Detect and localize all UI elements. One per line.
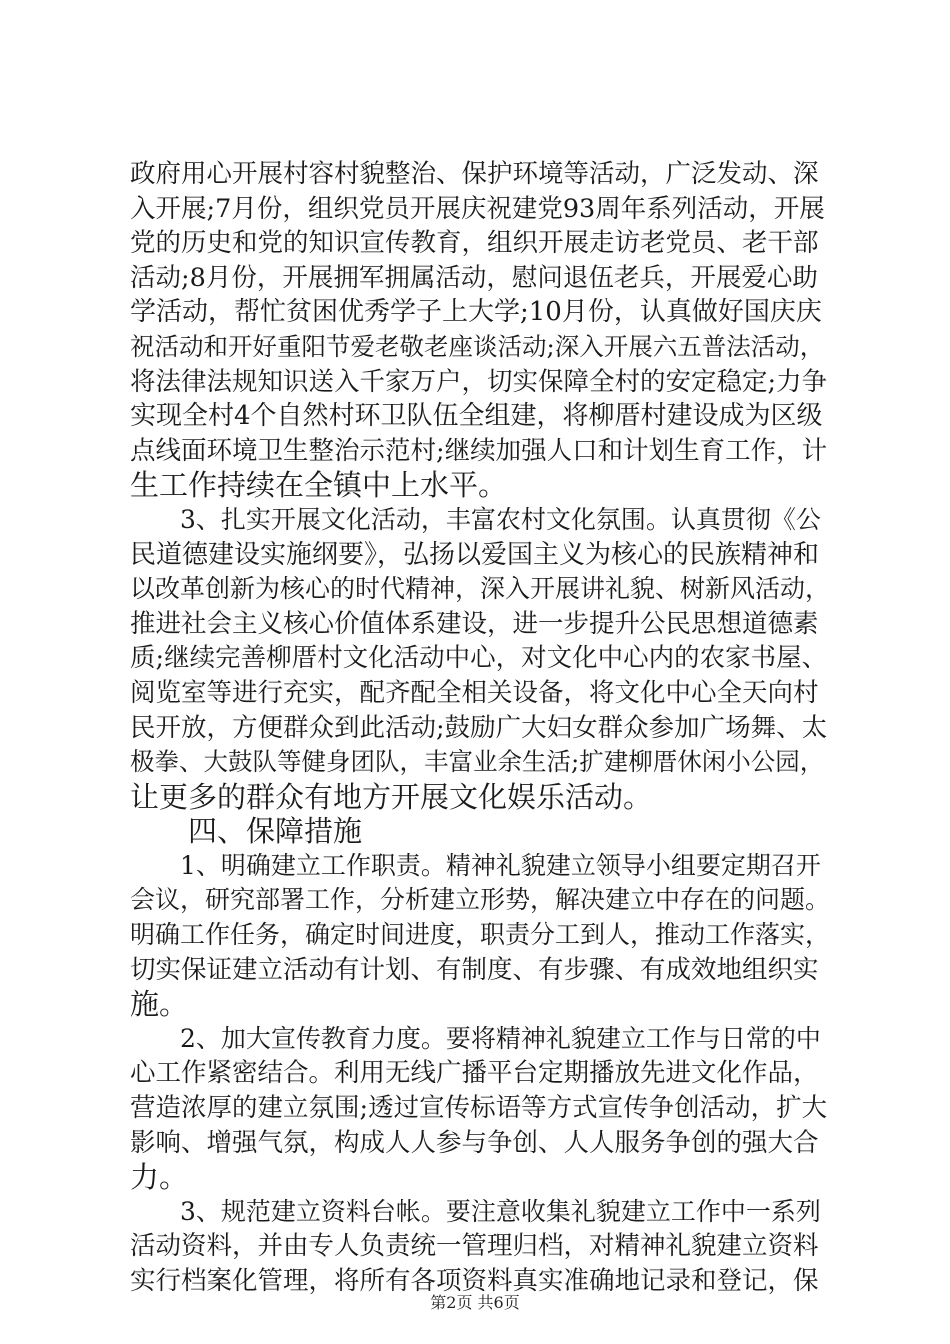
text-line: 将法律法规知识送入千家万户，切实保障全村的安定稳定;力争 xyxy=(130,366,828,397)
text-line: 祝活动和开好重阳节爱老敬老座谈活动;深入开展六五普法活动， xyxy=(130,331,825,361)
text-line: 学活动，帮忙贫困优秀学子上大学;10月份，认真做好国庆庆 xyxy=(130,297,822,328)
text-line: 3、扎实开展文化活动，丰富农村文化氛围。认真贯彻《公 xyxy=(130,504,821,534)
text-line: 切实保证建立活动有计划、有制度、有步骤、有成效地组织实 xyxy=(130,954,819,985)
body-text xyxy=(130,157,830,1299)
text-line: 让更多的群众有地方开展文化娱乐活动。 xyxy=(130,779,653,814)
text-line: 四、保障措施 xyxy=(130,814,363,849)
text-line: 心工作紧密结合。利用无线广播平台定期播放先进文化作品， xyxy=(130,1058,819,1089)
text-line: 实现全村4个自然村环卫队伍全组建，将柳厝村建设成为区级 xyxy=(130,401,823,432)
text-line: 2、加大宣传教育力度。要将精神礼貌建立工作与日常的中 xyxy=(130,1023,821,1053)
text-line: 入开展;7月份，组织党员开展庆祝建党93周年系列活动，开展 xyxy=(130,193,825,224)
text-line: 1、明确建立工作职责。精神礼貌建立领导小组要定期召开 xyxy=(130,850,821,880)
text-line: 营造浓厚的建立氛围;透过宣传标语等方式宣传争创活动，扩大 xyxy=(130,1093,828,1124)
text-line: 活动资料，并由专人负责统一管理归档，对精神礼貌建立资料 xyxy=(130,1231,819,1262)
text-line: 影响、增强气氛，构成人人参与争创、人人服务争创的强大合 xyxy=(130,1127,819,1158)
text-line: 民道德建设实施纲要》，弘扬以爱国主义为核心的民族精神和 xyxy=(130,539,820,570)
text-line: 民开放，方便群众到此活动;鼓励广大妇女群众参加广场舞、太 xyxy=(130,712,828,743)
text-line: 明确工作任务，确定时间进度，职责分工到人，推动工作落实， xyxy=(130,920,830,950)
text-line: 实行档案化管理，将所有各项资料真实准确地记录和登记，保 xyxy=(130,1266,819,1296)
text-line: 党的历史和党的知识宣传教育，组织开展走访老党员、老干部 xyxy=(130,228,819,259)
text-line: 政府用心开展村容村貌整治、保护环境等活动，广泛发动、深 xyxy=(130,159,819,189)
page-footer: 第2页 共6页 xyxy=(430,1293,520,1312)
text-line: 力。 xyxy=(130,1160,189,1195)
text-line: 推进社会主义核心价值体系建设，进一步提升公民思想道德素 xyxy=(130,608,819,639)
text-line: 活动;8月份，开展拥军拥属活动，慰问退伍老兵，开展爱心助 xyxy=(130,262,818,293)
text-line: 以改革创新为核心的时代精神，深入开展讲礼貌、树新风活动， xyxy=(130,574,830,604)
text-line: 会议，研究部署工作，分析建立形势，解决建立中存在的问题。 xyxy=(130,885,830,915)
text-line: 施。 xyxy=(130,987,189,1022)
text-line: 极拳、大鼓队等健身团队，丰富业余生活;扩建柳厝休闲小公园， xyxy=(130,747,825,777)
text-line: 点线面环境卫生整治示范村;继续加强人口和计划生育工作，计 xyxy=(130,435,828,466)
text-line: 阅览室等进行充实，配齐配全相关设备，将文化中心全天向村 xyxy=(130,677,819,708)
text-line: 3、规范建立资料台帐。要注意收集礼貌建立工作中一系列 xyxy=(130,1196,821,1226)
text-line: 生工作持续在全镇中上水平。 xyxy=(130,468,508,503)
text-line: 质;继续完善柳厝村文化活动中心，对文化中心内的农家书屋、 xyxy=(130,643,828,674)
